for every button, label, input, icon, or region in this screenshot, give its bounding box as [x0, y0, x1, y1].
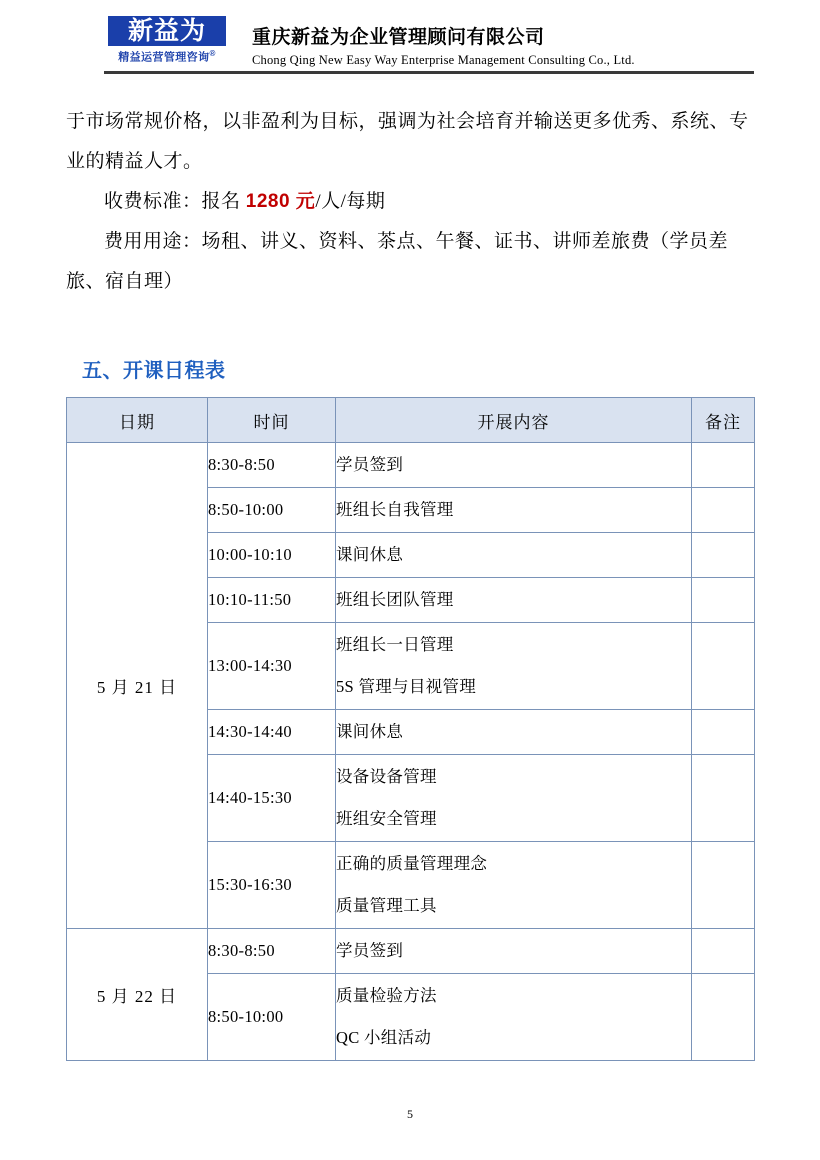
logo-main-text: 新益为	[108, 16, 226, 46]
cell-content	[336, 578, 692, 623]
schedule-table	[66, 397, 755, 1061]
cell-note	[692, 578, 755, 623]
registered-mark-icon: ®	[209, 49, 216, 58]
logo-sub-text	[108, 46, 226, 66]
fee-standard-prefix: 收费标准：报名	[104, 191, 246, 212]
paragraph-intro: 于市场常规价格，以非盈利为目标，强调为社会培育并输送更多优秀、系统、专业的精益人才。	[66, 111, 749, 172]
header-divider	[104, 71, 754, 74]
table-row	[67, 929, 755, 974]
cell-time: 13:00-14:30	[208, 623, 336, 710]
content-line: QC 小组活动	[336, 1028, 432, 1047]
company-name-en: Chong Qing New Easy Way Enterprise Management Consulting Co., Ltd.	[252, 53, 635, 67]
company-logo	[108, 16, 226, 66]
cell-time: 14:40-15:30	[208, 755, 336, 842]
content-line: 质量检验方法	[336, 986, 437, 1005]
cell-note	[692, 623, 755, 710]
cell-time: 15:30-16:30	[208, 842, 336, 929]
content-line: 质量管理工具	[336, 896, 437, 915]
cell-content	[336, 488, 692, 533]
column-header-content: 开展内容	[336, 398, 692, 443]
cell-time: 10:10-11:50	[208, 578, 336, 623]
content-line: 班组长一日管理	[336, 635, 454, 654]
cell-note	[692, 842, 755, 929]
cell-content	[336, 842, 692, 929]
cell-note	[692, 533, 755, 578]
content-line: 课间休息	[336, 545, 404, 564]
page-footer	[0, 1107, 820, 1122]
content-line: 课间休息	[336, 722, 404, 741]
column-header-note: 备注	[692, 398, 755, 443]
cell-time: 14:30-14:40	[208, 710, 336, 755]
cell-date: 5 月 22 日	[67, 929, 208, 1061]
cell-time: 8:30-8:50	[208, 443, 336, 488]
cell-note	[692, 929, 755, 974]
cell-content	[336, 623, 692, 710]
cell-time: 8:50-10:00	[208, 974, 336, 1061]
table-row	[67, 443, 755, 488]
cell-content	[336, 533, 692, 578]
fee-amount: 1280 元	[245, 191, 316, 212]
cell-content	[336, 929, 692, 974]
cell-time: 8:30-8:50	[208, 929, 336, 974]
body-content	[66, 102, 754, 302]
table-header-row	[67, 398, 755, 443]
cell-note	[692, 710, 755, 755]
page-header	[66, 0, 754, 78]
cell-content	[336, 443, 692, 488]
cell-content	[336, 710, 692, 755]
cell-note	[692, 755, 755, 842]
cell-time: 10:00-10:10	[208, 533, 336, 578]
cell-note	[692, 974, 755, 1061]
column-header-date: 日期	[67, 398, 208, 443]
paragraph-fee-standard	[66, 182, 754, 222]
content-line: 5S 管理与目视管理	[336, 677, 477, 696]
cell-content	[336, 755, 692, 842]
page-number: 5	[407, 1107, 413, 1121]
fee-standard-suffix: /人/每期	[315, 191, 386, 212]
cell-date: 5 月 21 日	[67, 443, 208, 929]
cell-time: 8:50-10:00	[208, 488, 336, 533]
content-line: 学员签到	[336, 941, 404, 960]
paragraph-fee-usage: 费用用途：场租、讲义、资料、茶点、午餐、证书、讲师差旅费（学员差旅、宿自理）	[66, 231, 729, 292]
schedule-table-body	[67, 443, 755, 1061]
content-line: 学员签到	[336, 455, 404, 474]
cell-content	[336, 974, 692, 1061]
content-line: 设备设备管理	[336, 767, 437, 786]
content-line: 正确的质量管理理念	[336, 854, 488, 873]
content-line: 班组安全管理	[336, 809, 437, 828]
content-line: 班组长自我管理	[336, 500, 454, 519]
cell-note	[692, 488, 755, 533]
section-title-schedule: 五、开课日程表	[82, 360, 226, 382]
cell-note	[692, 443, 755, 488]
logo-sub-label: 精益运营管理咨询	[118, 51, 210, 64]
company-name-block	[252, 14, 635, 68]
column-header-time: 时间	[208, 398, 336, 443]
content-line: 班组长团队管理	[336, 590, 454, 609]
company-name-cn: 重庆新益为企业管理顾问有限公司	[252, 27, 545, 48]
